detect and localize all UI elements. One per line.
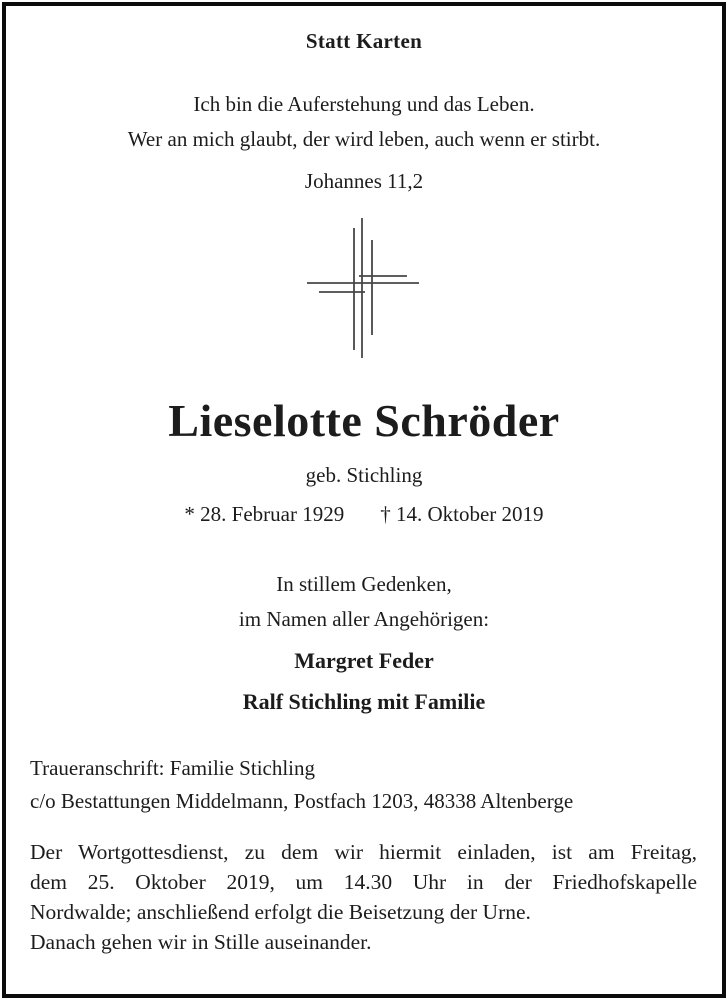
- maiden-name: geb. Stichling: [305, 463, 423, 487]
- service-line-1: Der Wortgottesdienst, zu dem wir hiermit einladen, ist am Freitag,: [30, 840, 697, 864]
- service-line-2: dem 25. Oktober 2019, um 14.30 Uhr in der Friedhofskapelle: [30, 870, 697, 894]
- mourner-name: Margret Feder: [294, 648, 434, 673]
- death-date: † 14. Oktober 2019: [380, 502, 544, 526]
- notice-header: Statt Karten: [305, 29, 423, 53]
- life-dates: [0, 502, 728, 527]
- remembrance-line-1: In stillem Gedenken,: [276, 572, 452, 596]
- mourner-name: Ralf Stichling mit Familie: [242, 689, 486, 714]
- verse-line-2: Wer an mich glaubt, der wird leben, auch wenn er stirbt.: [127, 127, 601, 151]
- deceased-name: Lieselotte Schröder: [168, 395, 560, 446]
- address-line-1: Traueranschrift: Familie Stichling: [30, 756, 316, 780]
- remembrance-line-2: im Namen aller Angehörigen:: [238, 607, 490, 631]
- cross-icon: [302, 205, 427, 365]
- service-line-4: Danach gehen wir in Stille auseinander.: [30, 930, 372, 954]
- mourning-address: [30, 752, 697, 818]
- birth-date: * 28. Februar 1929: [184, 502, 345, 526]
- verse-reference: Johannes 11,2: [304, 169, 424, 193]
- remembrance-text: [0, 567, 728, 637]
- address-line-2: c/o Bestattungen Middelmann, Postfach 1203, 48338 Altenberge: [30, 789, 574, 813]
- service-line-3: Nordwalde; anschließend erfolgt die Beisetzung der Urne.: [30, 900, 531, 924]
- bible-verse: [0, 87, 728, 157]
- verse-line-1: Ich bin die Auferstehung und das Leben.: [193, 92, 535, 116]
- service-announcement: [30, 837, 697, 957]
- cross-symbol: [0, 205, 728, 370]
